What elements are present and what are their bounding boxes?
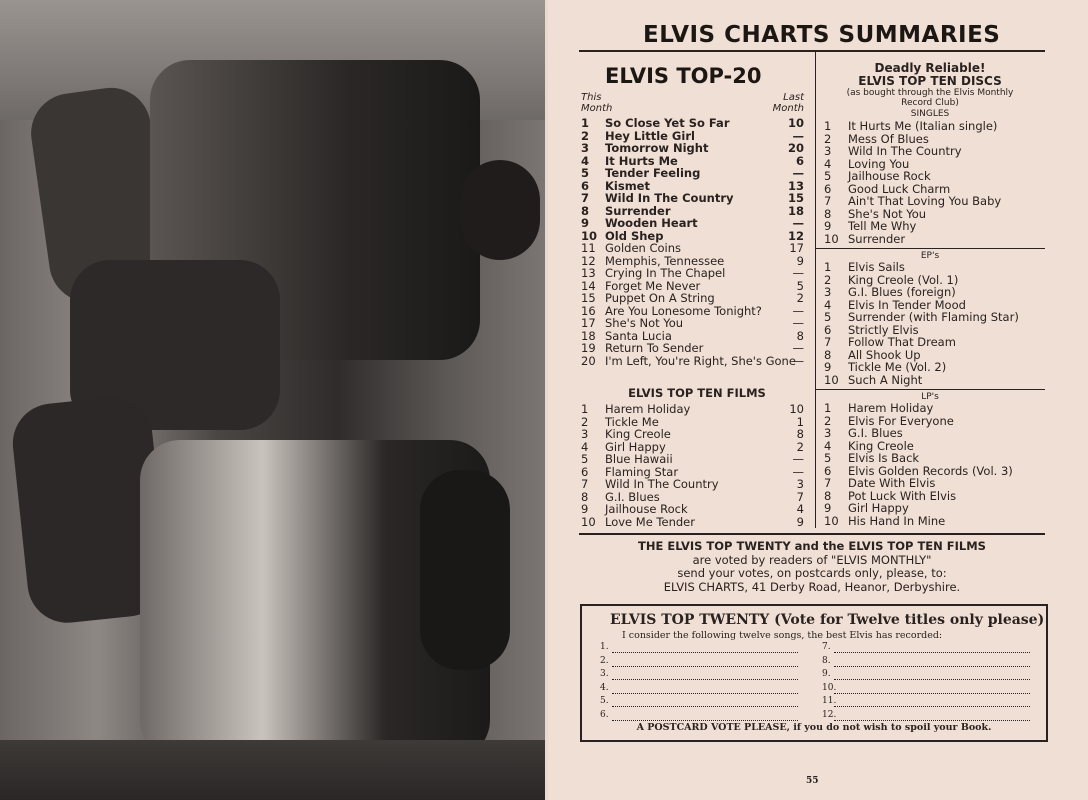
song-title: All Shook Up xyxy=(848,347,921,362)
singles-divider xyxy=(815,248,1045,249)
last-month-position: 12 xyxy=(787,228,804,243)
vote-entry-number: 5. xyxy=(600,696,609,706)
vote-entry-number: 4. xyxy=(600,682,609,693)
last-month-position: — xyxy=(792,316,804,330)
position-number: 5 xyxy=(824,451,832,465)
lp-row xyxy=(824,402,1039,415)
song-title: Wild In The Country xyxy=(848,144,962,158)
last-month-position: 9 xyxy=(796,253,804,268)
lp-row xyxy=(824,502,1039,515)
vote-entry-number: 2. xyxy=(600,655,609,666)
film-row xyxy=(581,453,804,466)
film-row xyxy=(581,503,804,516)
position-number: 3 xyxy=(581,141,590,155)
vote-entry-blank[interactable] xyxy=(834,679,1030,680)
song-title: Strictly Elvis xyxy=(848,322,919,337)
vote-entry-line[interactable] xyxy=(822,642,1032,656)
page-number: 55 xyxy=(806,776,819,786)
position-number: 3 xyxy=(581,427,589,441)
single-row xyxy=(824,195,1039,208)
song-title: Wild In The Country xyxy=(605,477,719,491)
vote-entry-blank[interactable] xyxy=(834,693,1030,694)
voting-notice xyxy=(579,540,1045,594)
last-month-position: 6 xyxy=(795,153,804,168)
position-number: 9 xyxy=(824,501,832,515)
position-number: 1 xyxy=(581,402,589,416)
last-month-position: — xyxy=(792,266,804,280)
lps-label: LP's xyxy=(921,392,939,402)
song-title: Elvis Is Back xyxy=(848,451,920,465)
song-title: Pot Luck With Elvis xyxy=(848,488,957,503)
vote-entry-line[interactable] xyxy=(822,696,1032,710)
position-number: 6 xyxy=(581,464,589,479)
vote-entry-number: 1. xyxy=(600,642,609,652)
position-number: 10 xyxy=(581,514,596,529)
vote-entry-line[interactable] xyxy=(600,696,800,710)
song-title: Good Luck Charm xyxy=(848,181,951,196)
song-title: Jailhouse Rock xyxy=(605,502,688,516)
last-month-position: — xyxy=(792,452,804,466)
last-month-position: 10 xyxy=(787,116,804,130)
song-title: Jailhouse Rock xyxy=(848,169,931,183)
ep-row xyxy=(824,261,1039,274)
song-title: Return To Sender xyxy=(605,341,704,355)
song-title: Follow That Dream xyxy=(848,335,956,349)
song-title: G.I. Blues xyxy=(605,489,660,504)
notice-line-4: ELVIS CHARTS, 41 Derby Road, Heanor, Derbyshire. xyxy=(663,579,961,594)
vote-entry-blank[interactable] xyxy=(834,652,1030,653)
song-title: Tickle Me (Vol. 2) xyxy=(848,360,947,374)
top20-list xyxy=(581,117,804,367)
vote-entry-line[interactable] xyxy=(600,669,800,683)
song-title: Flaming Star xyxy=(605,464,679,479)
column-divider xyxy=(815,52,816,528)
films-title: ELVIS TOP TEN FILMS xyxy=(628,386,766,400)
last-month-position: 17 xyxy=(789,241,804,255)
position-number: 17 xyxy=(581,316,596,330)
top20-row xyxy=(581,142,804,155)
position-number: 7 xyxy=(824,194,832,208)
vote-entry-line[interactable] xyxy=(600,683,800,697)
position-number: 2 xyxy=(824,413,832,428)
song-title: Surrender xyxy=(848,231,906,246)
song-title: Elvis For Everyone xyxy=(848,413,954,428)
vote-entry-blank[interactable] xyxy=(612,679,798,680)
top20-title: ELVIS TOP-20 xyxy=(605,64,762,88)
position-number: 9 xyxy=(824,360,832,374)
lps-list xyxy=(824,402,1039,527)
position-number: 8 xyxy=(824,488,832,503)
song-title: Surrender (with Flaming Star) xyxy=(848,310,1019,324)
lp-row xyxy=(824,427,1039,440)
position-number: 16 xyxy=(581,303,596,318)
vote-form-footer: A POSTCARD VOTE PLEASE, if you do not wish to spoil your Book. xyxy=(636,722,992,733)
notice-rule xyxy=(579,533,1045,535)
song-title: Tell Me Why xyxy=(848,219,917,233)
singles-label: SINGLES xyxy=(910,109,950,119)
position-number: 5 xyxy=(824,310,832,324)
vote-entry-line[interactable] xyxy=(822,683,1032,697)
vote-entry-blank[interactable] xyxy=(612,720,798,721)
notice-line-1: THE ELVIS TOP TWENTY and the ELVIS TOP TEN FILMS xyxy=(638,539,986,553)
top20-row xyxy=(581,192,804,205)
vote-entry-number: 3. xyxy=(600,669,609,679)
song-title: Wild In The Country xyxy=(605,191,734,205)
song-title: His Hand In Mine xyxy=(848,513,946,528)
last-month-position: 3 xyxy=(796,477,804,491)
last-month-position: 4 xyxy=(796,502,804,516)
vote-entry-number: 12. xyxy=(822,709,837,720)
position-number: 4 xyxy=(824,297,832,312)
last-month-position: — xyxy=(792,128,804,143)
position-number: 1 xyxy=(824,260,832,274)
vote-entry-blank[interactable] xyxy=(612,666,798,667)
position-number: 5 xyxy=(581,452,589,466)
song-title: G.I. Blues (foreign) xyxy=(848,285,956,299)
top20-row xyxy=(581,242,804,255)
song-title: King Creole xyxy=(848,438,914,453)
position-number: 7 xyxy=(581,477,589,491)
last-month-position: — xyxy=(792,166,804,180)
film-row xyxy=(581,516,804,529)
vote-entry-number: 8. xyxy=(822,655,831,666)
song-title: Love Me Tender xyxy=(605,514,695,529)
eps-divider xyxy=(815,389,1045,390)
position-number: 4 xyxy=(824,156,832,171)
song-title: Surrender xyxy=(605,203,671,218)
position-number: 8 xyxy=(824,347,832,362)
lp-row xyxy=(824,477,1039,490)
song-title: It Hurts Me (Italian single) xyxy=(848,119,998,133)
position-number: 6 xyxy=(824,463,832,478)
top20-row xyxy=(581,217,804,230)
single-row xyxy=(824,233,1039,246)
lp-row xyxy=(824,515,1039,528)
belt-buckle-top xyxy=(460,160,540,260)
position-number: 6 xyxy=(581,178,590,193)
vote-form-title: ELVIS TOP TWENTY (Vote for Twelve titles only please) xyxy=(610,612,1045,628)
position-number: 4 xyxy=(581,439,589,454)
song-title: King Creole xyxy=(605,427,671,441)
top20-row xyxy=(581,117,804,130)
vote-form xyxy=(580,604,1048,742)
ep-row xyxy=(824,374,1039,387)
discs-head-reliable: Deadly Reliable! xyxy=(874,61,986,75)
position-number: 9 xyxy=(824,219,832,233)
position-number: 3 xyxy=(824,285,832,299)
song-title: Hey Little Girl xyxy=(605,128,695,143)
last-month-position: 2 xyxy=(796,439,804,454)
song-title: I'm Left, You're Right, She's Gone xyxy=(605,353,796,368)
position-number: 2 xyxy=(824,131,832,146)
last-month-position: 13 xyxy=(787,178,804,193)
this-month-label: This Month xyxy=(581,92,613,114)
single-row xyxy=(824,170,1039,183)
song-title: Harem Holiday xyxy=(605,402,691,416)
position-number: 8 xyxy=(824,206,832,221)
lp-row xyxy=(824,452,1039,465)
song-title: Such A Night xyxy=(848,372,923,387)
song-title: Tender Feeling xyxy=(605,166,701,180)
notice-line-3: send your votes, on postcards only, please, to: xyxy=(677,566,947,580)
ep-row xyxy=(824,361,1039,374)
position-number: 18 xyxy=(581,328,596,343)
position-number: 19 xyxy=(581,341,596,355)
film-row xyxy=(581,478,804,491)
vote-entry-line[interactable] xyxy=(822,669,1032,683)
song-title: Golden Coins xyxy=(605,241,682,255)
vote-entry-number: 7. xyxy=(822,642,831,652)
position-number: 6 xyxy=(824,181,832,196)
song-title: Ain't That Loving You Baby xyxy=(848,194,1002,208)
position-number: 2 xyxy=(824,272,832,287)
song-title: Girl Happy xyxy=(605,439,666,454)
position-number: 7 xyxy=(581,191,590,205)
position-number: 4 xyxy=(824,438,832,453)
page-title: ELVIS CHARTS SUMMARIES xyxy=(643,22,1001,48)
position-number: 1 xyxy=(824,119,832,133)
position-number: 2 xyxy=(581,128,590,143)
song-title: Mess Of Blues xyxy=(848,131,929,146)
last-month-position: — xyxy=(792,216,804,230)
last-month-position: 9 xyxy=(796,514,804,529)
last-month-position: 18 xyxy=(787,203,804,218)
vote-entry-blank[interactable] xyxy=(612,693,798,694)
song-title: Girl Happy xyxy=(848,501,909,515)
song-title: Memphis, Tennessee xyxy=(605,253,725,268)
last-month-position: 8 xyxy=(796,427,804,441)
discs-note: (as bought through the Elvis Monthly Record Club) xyxy=(846,88,1014,108)
vote-form-subtitle: I consider the following twelve songs, the best Elvis has recorded: xyxy=(622,630,943,641)
vote-entry-blank[interactable] xyxy=(834,720,1030,721)
song-title: Date With Elvis xyxy=(848,476,936,490)
last-month-position: 7 xyxy=(796,489,804,504)
song-title: Elvis Sails xyxy=(848,260,905,274)
single-row xyxy=(824,220,1039,233)
top20-row xyxy=(581,167,804,180)
vote-entry-line[interactable] xyxy=(822,656,1032,670)
eps-label: EP's xyxy=(920,251,940,261)
song-title: So Close Yet So Far xyxy=(605,116,730,130)
gun-belt xyxy=(420,470,510,670)
last-month-position: 15 xyxy=(787,191,804,205)
position-number: 5 xyxy=(824,169,832,183)
film-row xyxy=(581,428,804,441)
position-number: 10 xyxy=(581,228,598,243)
top20-row xyxy=(581,292,804,305)
last-month-position: 5 xyxy=(796,278,804,293)
position-number: 11 xyxy=(581,241,596,255)
position-number: 1 xyxy=(824,401,832,415)
last-month-position: 1 xyxy=(796,414,804,429)
top20-row xyxy=(581,355,804,368)
top20-row xyxy=(581,317,804,330)
last-month-position: — xyxy=(792,303,804,318)
song-title: Elvis In Tender Mood xyxy=(848,297,966,312)
position-number: 12 xyxy=(581,253,596,268)
position-number: 5 xyxy=(581,166,590,180)
ep-row xyxy=(824,286,1039,299)
song-title: Forget Me Never xyxy=(605,278,701,293)
vote-entry-line[interactable] xyxy=(600,642,800,656)
vote-entry-blank[interactable] xyxy=(834,706,1030,707)
position-number: 8 xyxy=(581,489,589,504)
position-number: 10 xyxy=(824,513,839,528)
eps-list xyxy=(824,261,1039,386)
position-number: 15 xyxy=(581,291,596,305)
position-number: 2 xyxy=(581,414,589,429)
song-title: G.I. Blues xyxy=(848,426,903,440)
song-title: Tomorrow Night xyxy=(605,141,709,155)
single-row xyxy=(824,145,1039,158)
position-number: 3 xyxy=(824,144,832,158)
position-number: 14 xyxy=(581,278,596,293)
vote-entry-blank[interactable] xyxy=(612,652,798,653)
song-title: Elvis Golden Records (Vol. 3) xyxy=(848,463,1013,478)
vote-entry-line[interactable] xyxy=(600,656,800,670)
title-rule xyxy=(579,50,1045,52)
single-row xyxy=(824,120,1039,133)
last-month-position: — xyxy=(792,353,804,368)
song-title: Loving You xyxy=(848,156,910,171)
notice-line-2: are voted by readers of "ELVIS MONTHLY" xyxy=(692,552,932,567)
last-month-position: 10 xyxy=(789,402,804,416)
top20-row xyxy=(581,342,804,355)
song-title: Puppet On A String xyxy=(605,291,715,305)
vote-entry-number: 10. xyxy=(822,682,837,693)
vote-entry-number: 6. xyxy=(600,709,609,720)
last-month-position: — xyxy=(792,341,804,355)
position-number: 1 xyxy=(581,116,590,130)
song-title: She's Not You xyxy=(848,206,927,221)
last-month-position: 20 xyxy=(787,141,804,155)
discs-title: ELVIS TOP TEN DISCS xyxy=(858,74,1002,88)
song-title: King Creole (Vol. 1) xyxy=(848,272,959,287)
singles-list xyxy=(824,120,1039,245)
position-number: 13 xyxy=(581,266,596,280)
last-month-position: 8 xyxy=(796,328,804,343)
vote-entry-blank[interactable] xyxy=(834,666,1030,667)
position-number: 9 xyxy=(581,216,590,230)
song-title: Are You Lonesome Tonight? xyxy=(605,303,762,318)
position-number: 10 xyxy=(824,372,839,387)
vote-entry-number: 11. xyxy=(822,696,837,706)
film-row xyxy=(581,403,804,416)
song-title: Tickle Me xyxy=(605,414,659,429)
last-month-position: — xyxy=(792,464,804,479)
song-title: Kismet xyxy=(605,178,650,193)
position-number: 3 xyxy=(824,426,832,440)
last-month-position: 2 xyxy=(796,291,804,305)
song-title: Harem Holiday xyxy=(848,401,934,415)
position-number: 8 xyxy=(581,203,590,218)
vote-entry-number: 9. xyxy=(822,669,831,679)
position-number: 4 xyxy=(581,153,590,168)
films-list xyxy=(581,403,804,528)
song-title: She's Not You xyxy=(605,316,684,330)
photo-background-lower xyxy=(0,740,545,800)
position-number: 10 xyxy=(824,231,839,246)
position-number: 20 xyxy=(581,353,596,368)
position-number: 7 xyxy=(824,335,832,349)
song-title: Santa Lucia xyxy=(605,328,672,343)
song-title: Blue Hawaii xyxy=(605,452,673,466)
last-month-label: Last Month xyxy=(772,92,804,114)
ep-row xyxy=(824,311,1039,324)
charts-page xyxy=(548,0,1088,800)
vote-entry-blank[interactable] xyxy=(612,706,798,707)
position-number: 9 xyxy=(581,502,589,516)
position-number: 6 xyxy=(824,322,832,337)
ep-row xyxy=(824,336,1039,349)
song-title: Crying In The Chapel xyxy=(605,266,726,280)
song-title: It Hurts Me xyxy=(605,153,678,168)
top20-row xyxy=(581,267,804,280)
song-title: Old Shep xyxy=(605,228,664,243)
position-number: 7 xyxy=(824,476,832,490)
song-title: Wooden Heart xyxy=(605,216,698,230)
